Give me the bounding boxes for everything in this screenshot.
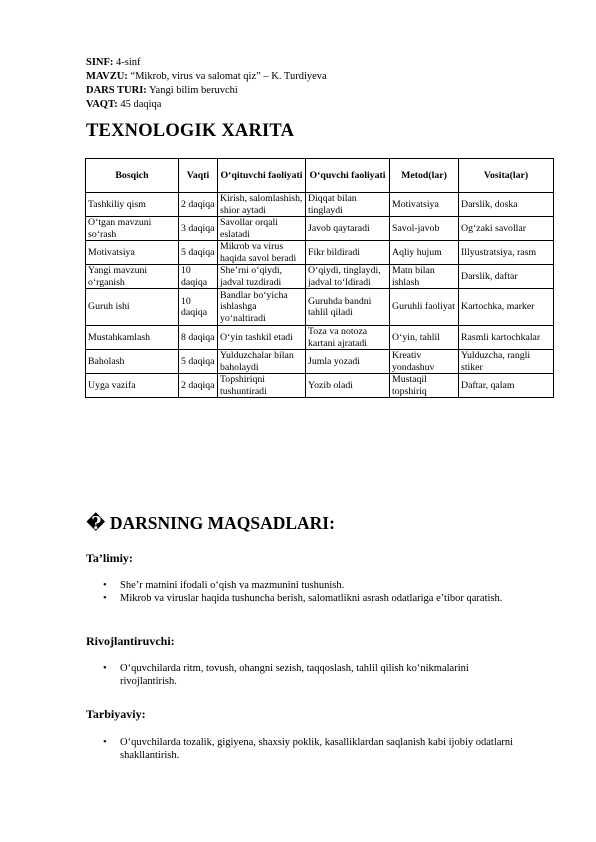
table-header-row: [86, 159, 554, 193]
table-cell: 2 daqiqa: [179, 193, 218, 217]
table-cell: Yozib oladi: [306, 374, 390, 398]
table-cell: Darslik, daftar: [459, 265, 554, 289]
meta-topic: MAVZU: “Mikrob, virus va salomat qiz” – K. Turdiyeva: [86, 71, 327, 82]
list-item: • O‘quvchilarda ritm, tovush, ohangni sezish, taqqoslash, tahlil qilish ko‘nikmalarini rivojlantirish.: [86, 662, 526, 688]
table-cell: Matn bilan ishlash: [390, 265, 459, 289]
table-cell: Kreativ yondashuv: [390, 350, 459, 374]
table-cell: She’rni o‘qiydi, jadval tuzdiradi: [218, 265, 306, 289]
list-item: • She’r matnini ifodali o‘qish va mazmunini tushunish.: [86, 579, 526, 592]
table-row: [86, 326, 554, 350]
page-title: TEXNOLOGIK XARITA: [86, 121, 295, 141]
table-cell: Motivatsiya: [390, 193, 459, 217]
list-item: • Mikrob va viruslar haqida tushuncha berish, salomatlikni asrash odatlariga e’tibor qaratish.: [86, 592, 526, 605]
table-cell: 10 daqiqa: [179, 289, 218, 326]
table-cell: Uyga vazifa: [86, 374, 179, 398]
table-cell: Savol-javob: [390, 217, 459, 241]
table-cell: Savollar orqali eslatadi: [218, 217, 306, 241]
table-cell: Aqliy hujum: [390, 241, 459, 265]
table-cell: 2 daqiqa: [179, 374, 218, 398]
goals-developmental-title: Rivojlantiruvchi:: [86, 634, 175, 648]
table-cell: O‘yin, tahlil: [390, 326, 459, 350]
table-row: [86, 241, 554, 265]
goals-heading: � DARSNING MAQSADLARI:: [86, 513, 335, 533]
table-cell: Jumla yozadi: [306, 350, 390, 374]
table-cell: Topshiriqni tushuntiradi: [218, 374, 306, 398]
column-header: Vosita(lar): [459, 159, 554, 193]
table-cell: Mustahkamlash: [86, 326, 179, 350]
table-cell: Kartochka, marker: [459, 289, 554, 326]
table-cell: Yangi mavzuni o‘rganish: [86, 265, 179, 289]
column-header: O‘quvchi faoliyati: [306, 159, 390, 193]
table-row: [86, 217, 554, 241]
table-cell: Mustaqil topshiriq: [390, 374, 459, 398]
table-cell: Yulduzcha, rangli stiker: [459, 350, 554, 374]
goals-developmental-list: [86, 662, 526, 688]
column-header: Bosqich: [86, 159, 179, 193]
table-cell: Tashkiliy qism: [86, 193, 179, 217]
table-cell: Toza va notoza kartani ajratadi: [306, 326, 390, 350]
table-cell: 3 daqiqa: [179, 217, 218, 241]
table-cell: Bandlar bo‘yicha ishlashga yo‘naltiradi: [218, 289, 306, 326]
table-cell: Mikrob va virus haqida savol beradi: [218, 241, 306, 265]
table-cell: Yulduzchalar bilan baholaydi: [218, 350, 306, 374]
lesson-meta: [86, 56, 327, 112]
table-row: [86, 374, 554, 398]
list-item: • O‘quvchilarda tozalik, gigiyena, shaxsiy poklik, kasalliklardan saqlanish kabi ijobiy odatlarni shakllantirish.: [86, 736, 526, 762]
table-row: [86, 289, 554, 326]
table-cell: O‘qiydi, tinglaydi, jadval to‘ldiradi: [306, 265, 390, 289]
table-cell: O‘yin tashkil etadi: [218, 326, 306, 350]
goals-educational-list: [86, 579, 526, 605]
table-row: [86, 350, 554, 374]
table-cell: 5 daqiqa: [179, 350, 218, 374]
table-cell: Guruhda bandni tahlil qiladi: [306, 289, 390, 326]
goals-upbringing-title: Tarbiyaviy:: [86, 707, 146, 721]
table-cell: 5 daqiqa: [179, 241, 218, 265]
meta-grade: SINF: 4-sinf: [86, 57, 141, 68]
column-header: Vaqti: [179, 159, 218, 193]
table-cell: Motivatsiya: [86, 241, 179, 265]
table-cell: Baholash: [86, 350, 179, 374]
goals-educational-title: Ta’limiy:: [86, 551, 133, 565]
table-cell: Illyustratsiya, rasm: [459, 241, 554, 265]
table-cell: 10 daqiqa: [179, 265, 218, 289]
goals-upbringing-list: [86, 736, 526, 762]
table-cell: Daftar, qalam: [459, 374, 554, 398]
technology-map-table: [85, 158, 554, 398]
table-cell: Rasmli kartochkalar: [459, 326, 554, 350]
meta-lesson-type: DARS TURI: Yangi bilim beruvchi: [86, 85, 238, 96]
table-cell: Guruh ishi: [86, 289, 179, 326]
table-cell: Guruhli faoliyat: [390, 289, 459, 326]
table-cell: Og‘zaki savollar: [459, 217, 554, 241]
table-cell: Fikr bildiradi: [306, 241, 390, 265]
table-cell: Diqqat bilan tinglaydi: [306, 193, 390, 217]
meta-time: VAQT: 45 daqiqa: [86, 99, 162, 110]
column-header: Metod(lar): [390, 159, 459, 193]
table-cell: 8 daqiqa: [179, 326, 218, 350]
table-row: [86, 193, 554, 217]
table-cell: O‘tgan mavzuni so‘rash: [86, 217, 179, 241]
table-cell: Javob qaytaradi: [306, 217, 390, 241]
table-cell: Darslik, doska: [459, 193, 554, 217]
table-row: [86, 265, 554, 289]
column-header: O‘qituvchi faoliyati: [218, 159, 306, 193]
table-cell: Kirish, salomlashish, shior aytadi: [218, 193, 306, 217]
